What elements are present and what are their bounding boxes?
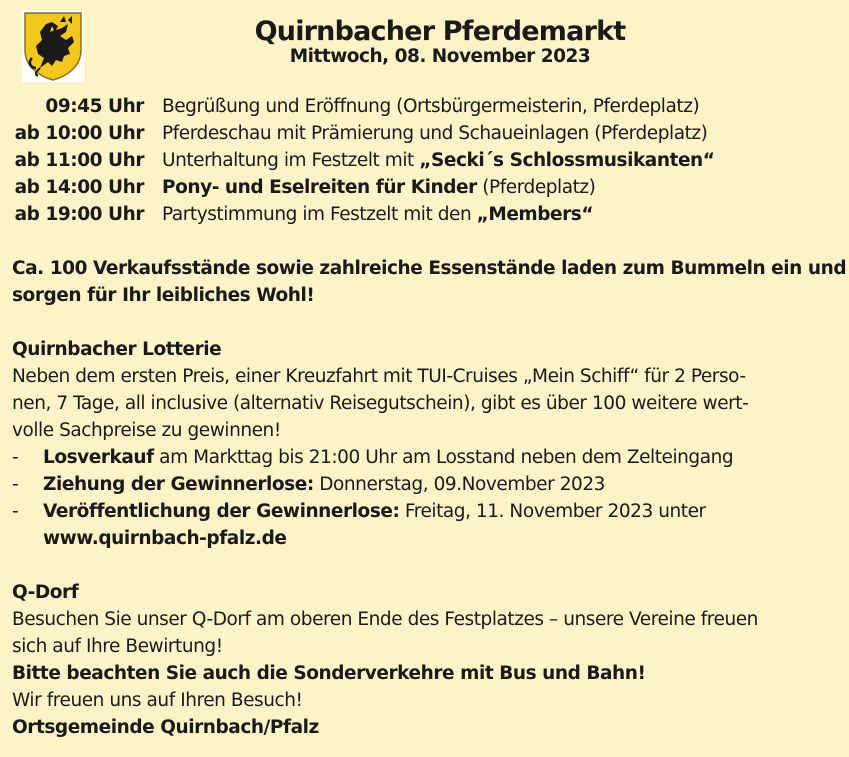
- bullet-text: am Markttag bis 21:00 Uhr am Losstand neben dem Zelteingang: [153, 447, 734, 468]
- spacer: [12, 228, 842, 255]
- bullet-label: Losverkauf: [43, 447, 154, 468]
- website-link[interactable]: www.quirnbach-pfalz.de: [43, 528, 287, 549]
- qdorf-text: sich auf Ihre Bewirtung!: [12, 636, 223, 657]
- schedule-text: Pferdeschau mit Prämierung und Schaueinlagen (Pferdeplatz): [162, 123, 708, 144]
- transport-notice: Bitte beachten Sie auch die Sonderverkehre mit Bus und Bahn!: [12, 663, 646, 684]
- main-content: [12, 93, 847, 741]
- schedule-row: [12, 201, 842, 228]
- schedule-text-plain: (Pferdeplatz): [476, 177, 596, 198]
- schedule-text-bold: „Members“: [476, 204, 594, 225]
- schedule-time: ab 19:00 Uhr: [14, 204, 144, 225]
- lottery-bullet: [12, 471, 842, 498]
- schedule-text-plain: Unterhaltung im Festzelt mit: [162, 150, 420, 171]
- schedule-time: ab 14:00 Uhr: [14, 177, 144, 198]
- lottery-bullet: [12, 498, 842, 525]
- stands-text: Ca. 100 Verkaufsstände sowie zahlreiche Essenstände laden zum Bummeln ein und: [12, 258, 847, 279]
- schedule-text: Begrüßung und Eröffnung (Ortsbürgermeisterin, Pferdeplatz): [162, 96, 700, 117]
- bullet-label: Veröffentlichung der Gewinnerlose:: [43, 501, 400, 522]
- schedule-time: ab 11:00 Uhr: [14, 150, 144, 171]
- schedule-text-plain: Partystimmung im Festzelt mit den: [162, 204, 477, 225]
- welcome-text: Wir freuen uns auf Ihren Besuch!: [12, 690, 303, 711]
- stands-text: sorgen für Ihr leibliches Wohl!: [12, 285, 315, 306]
- lottery-text: Neben dem ersten Preis, einer Kreuzfahrt mit TUI-Cruises „Mein Schiff“ für 2 Perso-: [12, 366, 746, 387]
- qdorf-text: Besuchen Sie unser Q-Dorf am oberen Ende des Festplatzes – unsere Vereine freuen: [12, 609, 758, 630]
- schedule-row: [12, 93, 842, 120]
- bullet-dash: -: [12, 474, 19, 495]
- schedule-text: [144, 147, 715, 174]
- bullet-text: Donnerstag, 09.November 2023: [313, 474, 605, 495]
- qdorf-heading: Q-Dorf: [12, 582, 79, 603]
- lottery-text: volle Sachpreise zu gewinnen!: [12, 420, 281, 441]
- spacer: [12, 309, 842, 336]
- coat-of-arms-icon: [22, 10, 84, 82]
- schedule-text: [144, 174, 595, 201]
- schedule-text: [144, 201, 593, 228]
- schedule-text-bold: Pony- und Eselreiten für Kinder: [162, 177, 477, 198]
- schedule-text-bold: „Secki´s Schlossmusikanten“: [419, 150, 715, 171]
- schedule-row: [12, 147, 842, 174]
- spacer: [12, 552, 842, 579]
- lottery-text: nen, 7 Tage, all inclusive (alternativ Reisegutschein), gibt es über 100 weitere wert-: [12, 393, 749, 414]
- page-title: Quirnbacher Pferdemarkt: [254, 16, 626, 47]
- lottery-bullet: [12, 444, 842, 471]
- lottery-heading: Quirnbacher Lotterie: [12, 339, 222, 360]
- bullet-label: Ziehung der Gewinnerlose:: [43, 474, 314, 495]
- signature: Ortsgemeinde Quirnbach/Pfalz: [12, 717, 319, 738]
- bullet-dash: -: [12, 447, 19, 468]
- schedule-row: [12, 174, 842, 201]
- lottery-bullet-continuation: [12, 525, 842, 552]
- bullet-dash: -: [12, 501, 19, 522]
- event-date: Mittwoch, 08. November 2023: [289, 46, 591, 67]
- schedule-time: 09:45 Uhr: [45, 96, 144, 117]
- schedule-time: ab 10:00 Uhr: [14, 123, 144, 144]
- bullet-text: Freitag, 11. November 2023 unter: [399, 501, 706, 522]
- schedule-row: [12, 120, 842, 147]
